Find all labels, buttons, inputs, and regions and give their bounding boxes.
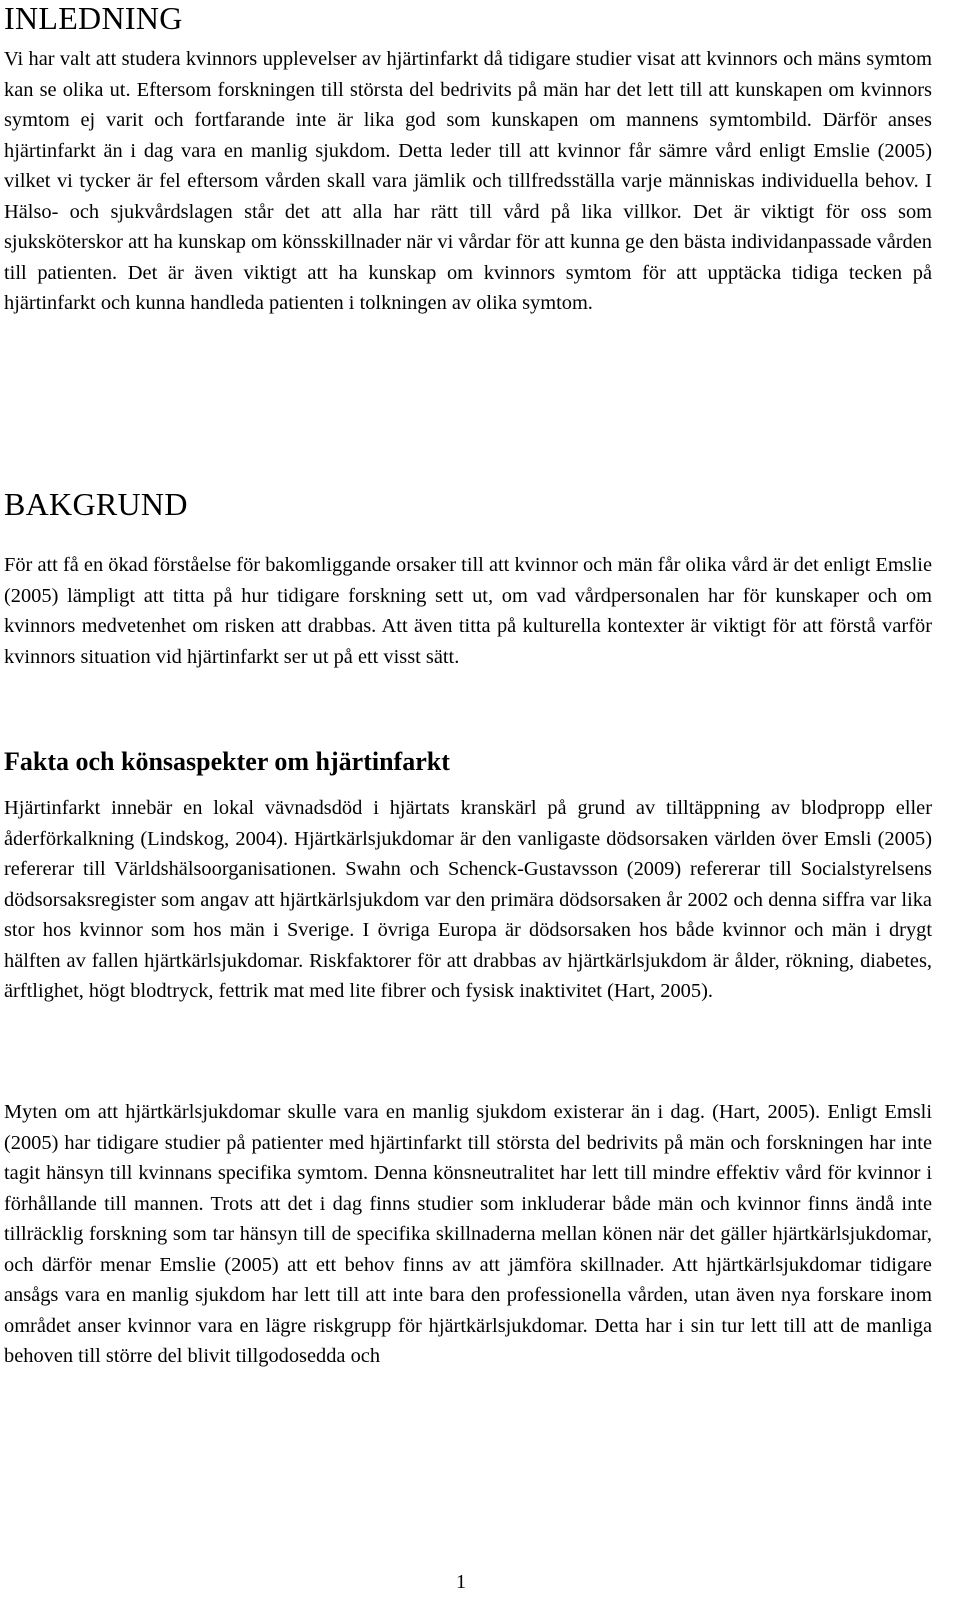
paragraph-fakta-2: Myten om att hjärtkärlsjukdomar skulle vara en manlig sjukdom existerar än i dag. (Hart, 2005). Enligt Emsli (2005) har tidigare studier på patienter med hjärtinfarkt till största del bedrivits på män och forskningen har inte tagit hänsyn till kvinnans specifika symtom. Denna könsneutralitet har lett till mindre effektiv vård för kvinnor i förhållande till mannen. Trots att det i dag finns studier som inkluderar både män och kvinnor finns ändå inte tillräcklig forskning som tar hänsyn till de specifika skillnaderna mellan könen när det gäller hjärtkärlsjukdomar, och därför menar Emslie (2005) att ett behov finns av att jämföra skillnader. Att hjärtkärlsjukdomar tidigare ansågs vara en manlig sjukdom har lett till att inte bara den professionella vården, utan även nya forskare inom området anser kvinnor vara en lägre riskgrupp för hjärtkärlsjukdomar. Detta har i sin tur lett till att de manliga behoven till större del blivit tillgodosedda och xyxy=(4,1101,932,1367)
paragraph-fakta-1: Hjärtinfarkt innebär en lokal vävnadsdöd i hjärtats kranskärl på grund av tilltäppning av blodpropp eller åderförkalkning (Lindskog, 2004). Hjärtkärlsjukdomar är den vanligaste dödsorsaken världen över Emsli (2005) refererar till Världshälsoorganisationen. Swahn och Schenck-Gustavsson (2009) refererar till Socialstyrelsens dödsorsaksregister som angav att hjärtkärlsjukdom var den primära dödsorsaken år 2002 och denna siffra var lika stor hos kvinnor som hos män i Sverige. I övriga Europa är dödsorsaken hos både kvinnor och män i drygt hälften av fallen hjärtkärlsjukdomar. Riskfaktorer för att drabbas av hjärtkärlsjukdom är ålder, rökning, diabetes, ärftlighet, högt blodtryck, fettrik mat med lite fibrer och fysisk inaktivitet (Hart, 2005). xyxy=(4,797,932,1002)
heading-bakgrund: BAKGRUND xyxy=(4,486,188,522)
heading-fakta: Fakta och könsaspekter om hjärtinfarkt xyxy=(4,747,450,776)
page-number: 1 xyxy=(456,1571,466,1593)
paragraph-bakgrund: För att få en ökad förståelse för bakomliggande orsaker till att kvinnor och män får olika vård är det enligt Emslie (2005) lämpligt att titta på hur tidigare forskning sett ut, om vad vårdpersonalen har för kunskaper och om kvinnors medvetenhet om risken att drabbas. Att även titta på kulturella kontexter är viktigt för att förstå varför kvinnors situation vid hjärtinfarkt ser ut på ett visst sätt. xyxy=(4,554,932,668)
heading-inledning: INLEDNING xyxy=(4,0,183,36)
paragraph-inledning: Vi har valt att studera kvinnors upplevelser av hjärtinfarkt då tidigare studier visat att kvinnors och mäns symtom kan se olika ut. Eftersom forskningen till största del bedrivits på män har det lett till att kunskapen om kvinnors symtom ej varit och fortfarande inte är lika god som kunskapen om mannens symtombild. Därför anses hjärtinfarkt än i dag vara en manlig sjukdom. Detta leder till att kvinnor får sämre vård enligt Emslie (2005) vilket vi tycker är fel eftersom vården skall vara jämlik och tillfredsställa varje människas individuella behov. I Hälso- och sjukvårdslagen står det att alla har rätt till vård på lika villkor. Det är viktigt för oss som sjuksköterskor att ha kunskap om könsskillnader när vi vårdar för att kunna ge den bästa individanpassade vården till patienten. Det är även viktigt att ha kunskap om kvinnors symtom för att upptäcka tidiga tecken på hjärtinfarkt och kunna handleda patienten i tolkningen av olika symtom. xyxy=(4,48,932,314)
